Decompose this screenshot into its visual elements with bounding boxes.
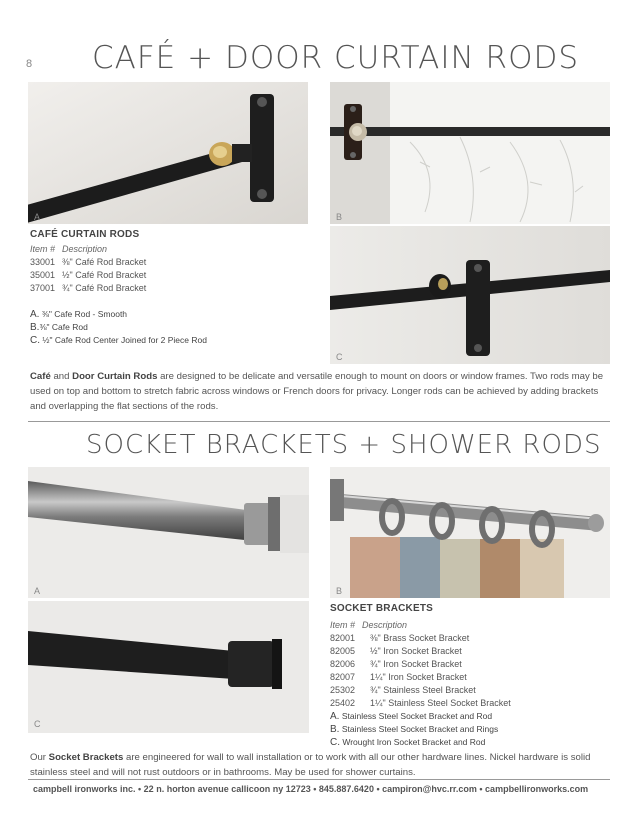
table-row	[30, 282, 310, 295]
divider	[28, 421, 610, 422]
cafe-item-table	[30, 243, 310, 295]
note-letter: C.	[330, 737, 340, 748]
item-description: ⅜" Café Rod Bracket	[62, 257, 147, 267]
photo-cafe-c	[330, 226, 610, 364]
item-description: 1¼" Stainless Steel Socket Bracket	[370, 698, 511, 708]
item-description: ¾" Café Rod Bracket	[62, 283, 147, 293]
photo-socket-a	[28, 467, 309, 598]
note-letter: C.	[30, 335, 40, 346]
note-letter: A.	[30, 309, 40, 320]
para-text: Our	[30, 752, 49, 763]
cafe-rod-center-joined-image	[330, 226, 610, 364]
para-text: are designed to be delicate and versatile enough to mount on doors or window frames. Two rods may be used on top and bottom to stretch fabric across windows or French doors for privacy. Longer rods can be achieved by adding brackets and overlapping the flat sections of the rods.	[30, 371, 604, 412]
note-text: ⅜" Cafe Rod	[39, 322, 88, 332]
para-text: and	[50, 371, 73, 382]
col-item-header: Item #	[330, 620, 356, 630]
socket-photo-notes	[330, 710, 610, 749]
note-line	[30, 308, 330, 321]
cafe-description	[30, 369, 610, 414]
col-desc-header: Description	[362, 620, 408, 630]
photo-label-c: C	[336, 352, 343, 362]
page-number: 8	[26, 58, 33, 70]
table-row	[330, 645, 610, 658]
note-line	[330, 723, 610, 736]
table-row	[330, 632, 610, 645]
item-number: 82001	[330, 633, 356, 643]
cafe-rod-smooth-image	[28, 82, 308, 224]
note-letter: A.	[330, 711, 340, 722]
item-number: 82006	[330, 659, 356, 669]
note-letter: B.	[330, 724, 340, 735]
cafe-table-header	[30, 243, 310, 256]
note-letter: B.	[30, 322, 40, 333]
photo-socket-b	[330, 467, 610, 598]
para-text: are engineered for wall to wall installation or to work with all our other hardware lines. Nickel hardware is solid stainless steel and will not rust outdoors or in bathrooms. May be used for shower curtains.	[30, 752, 591, 778]
note-text: ½" Cafe Rod Center Joined for 2 Piece Rod	[40, 335, 207, 345]
table-row	[30, 269, 310, 282]
item-number: 25302	[330, 685, 356, 695]
note-line	[30, 334, 330, 347]
photo-cafe-b	[330, 82, 610, 224]
photo-socket-c	[28, 601, 309, 733]
section-title-socket: SOCKET BRACKETS + SHOWER RODS	[86, 430, 602, 460]
note-text: ⅜" Cafe Rod - Smooth	[39, 309, 128, 319]
bold-socket-brackets: Socket Brackets	[48, 752, 124, 763]
shower-rod-rings-image	[330, 467, 610, 598]
bold-cafe: Café	[30, 371, 51, 382]
note-text: Stainless Steel Socket Bracket and Rod	[339, 711, 493, 721]
table-row	[330, 658, 610, 671]
socket-photo-label-b: B	[336, 586, 343, 596]
note-line	[30, 321, 330, 334]
note-line	[330, 736, 610, 749]
col-desc-header: Description	[62, 244, 108, 254]
socket-brackets-heading: SOCKET BRACKETS	[330, 603, 434, 614]
table-row	[330, 684, 610, 697]
table-row	[330, 697, 610, 710]
item-description: 1¼" Iron Socket Bracket	[370, 672, 467, 682]
item-description: ½" Café Rod Bracket	[62, 270, 147, 280]
cafe-photo-notes	[30, 308, 330, 347]
socket-table-header	[330, 619, 610, 632]
photo-label-b: B	[336, 212, 343, 222]
photo-cafe-a	[28, 82, 308, 224]
socket-item-table	[330, 619, 610, 710]
item-number: 82005	[330, 646, 356, 656]
note-text: Stainless Steel Socket Bracket and Rings	[339, 724, 499, 734]
stainless-socket-rod-image	[28, 467, 309, 598]
item-number: 35001	[30, 270, 56, 280]
section-title-cafe: CAFÉ + DOOR CURTAIN RODS	[92, 40, 580, 76]
iron-socket-rod-image	[28, 601, 309, 733]
footer-divider	[28, 779, 610, 780]
note-line	[330, 710, 610, 723]
item-number: 33001	[30, 257, 56, 267]
cafe-rod-sheer-image	[330, 82, 610, 224]
note-text: Wrought Iron Socket Bracket and Rod	[340, 737, 486, 747]
footer-contact: campbell ironworks inc. • 22 n. horton avenue callicoon ny 12723 • 845.887.6420 • campiron@hvc.rr.com • campbellironworks.com	[33, 784, 589, 794]
table-row	[330, 671, 610, 684]
bold-door-curtain-rods: Door Curtain Rods	[72, 371, 158, 382]
item-number: 25402	[330, 698, 356, 708]
item-description: ¾" Iron Socket Bracket	[370, 659, 462, 669]
item-description: ½" Iron Socket Bracket	[370, 646, 462, 656]
item-description: ¾" Stainless Steel Bracket	[370, 685, 476, 695]
socket-description	[30, 750, 610, 780]
item-description: ⅜" Brass Socket Bracket	[370, 633, 470, 643]
cafe-curtain-rods-heading: CAFÉ CURTAIN RODS	[30, 229, 140, 240]
socket-photo-label-a: A	[34, 586, 41, 596]
col-item-header: Item #	[30, 244, 56, 254]
photo-label-a: A	[34, 212, 41, 222]
item-number: 37001	[30, 283, 56, 293]
item-number: 82007	[330, 672, 356, 682]
socket-photo-label-c: C	[34, 719, 41, 729]
table-row	[30, 256, 310, 269]
